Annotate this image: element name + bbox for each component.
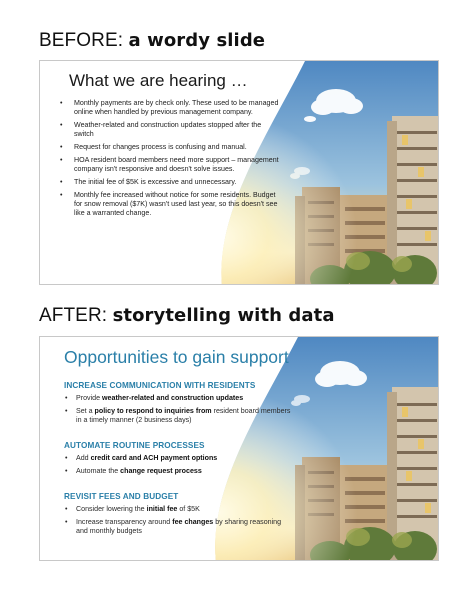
group-bullet-list: [64, 394, 294, 425]
before-bullet-item: [60, 191, 280, 218]
before-bullet-item: [60, 121, 280, 139]
group-heading: AUTOMATE ROUTINE PROCESSES: [64, 441, 205, 450]
bullet-emphasis: policy to respond to inquiries from: [94, 407, 212, 415]
after-bullet-item: [64, 518, 294, 536]
group-automate-processes: [64, 441, 294, 480]
bullet-dot: •: [65, 454, 68, 462]
after-heading: [39, 305, 335, 327]
after-bullet-item: [64, 454, 294, 463]
bullet-text: Set a: [76, 407, 95, 415]
bullet-text: Request for changes process is confusing and manual.: [74, 143, 247, 151]
before-slide-title: What we are hearing …: [69, 71, 248, 90]
before-heading-emphasis: a wordy slide: [128, 30, 266, 51]
before-heading-prefix: BEFORE:: [39, 30, 124, 51]
bullet-dot: •: [60, 121, 63, 129]
bullet-text: Add: [76, 454, 91, 462]
bullet-dot: •: [60, 191, 63, 199]
bullet-dot: •: [65, 518, 68, 526]
before-bullet-item: [60, 99, 280, 117]
bullet-emphasis: change request process: [120, 467, 202, 475]
group-increase-communication: [64, 381, 294, 429]
bullet-text: HOA resident board members need more support – management company isn't responsive and doesn't solve issues.: [74, 156, 279, 173]
bullet-text: Provide: [76, 394, 103, 402]
before-bullet-item: [60, 143, 280, 152]
bullet-text: Weather-related and construction updates stopped after the switch: [74, 121, 262, 138]
bullet-text: Monthly payments are by check only. These used to be managed online when handled by previous management company.: [74, 99, 279, 116]
bullet-dot: •: [65, 394, 68, 402]
bullet-text: Monthly fee increased without notice for some residents. Budget for snow removal ($7K) wasn't used last year, so this doesn't see like a warranted change.: [74, 191, 278, 217]
after-heading-emphasis: storytelling with data: [112, 305, 335, 326]
after-bullet-item: [64, 407, 294, 425]
after-bullet-item: [64, 467, 294, 476]
before-bullet-item: [60, 156, 280, 174]
bullet-emphasis: fee changes: [172, 518, 214, 526]
bullet-dot: •: [65, 505, 68, 513]
after-heading-prefix: AFTER:: [39, 305, 108, 326]
bullet-text: Automate the: [76, 467, 121, 475]
after-bullet-item: [64, 394, 294, 403]
bullet-dot: •: [65, 467, 68, 475]
bullet-emphasis: weather-related and construction updates: [102, 394, 244, 402]
bullet-dot: •: [60, 178, 63, 186]
group-revisit-fees: [64, 492, 294, 540]
before-slide: [39, 60, 439, 285]
bullet-text: The initial fee of $5K is excessive and unnecessary.: [74, 178, 237, 186]
bullet-text: resident board members in a timely manner (2 business days): [76, 407, 291, 424]
group-bullet-list: [64, 454, 294, 476]
group-bullet-list: [64, 505, 294, 536]
after-slide-title: Opportunities to gain support: [64, 347, 289, 367]
bullet-text: Consider lowering the: [76, 505, 147, 513]
after-bullet-item: [64, 505, 294, 514]
bullet-emphasis: credit card and ACH payment options: [90, 454, 218, 462]
bullet-text: by sharing reasoning and monthly budgets: [76, 518, 282, 535]
bullet-text: Increase transparency around: [76, 518, 173, 526]
group-heading: REVISIT FEES AND BUDGET: [64, 492, 179, 501]
bullet-dot: •: [60, 143, 63, 151]
before-bullet-list: [60, 99, 280, 222]
bullet-emphasis: initial fee: [146, 505, 178, 513]
group-heading: INCREASE COMMUNICATION WITH RESIDENTS: [64, 381, 256, 390]
bullet-dot: •: [60, 99, 63, 107]
bullet-text: of $5K: [177, 505, 200, 513]
before-heading: [39, 30, 265, 52]
before-bullet-item: [60, 178, 280, 187]
bullet-dot: •: [65, 407, 68, 415]
after-slide: [39, 336, 439, 561]
bullet-dot: •: [60, 156, 63, 164]
